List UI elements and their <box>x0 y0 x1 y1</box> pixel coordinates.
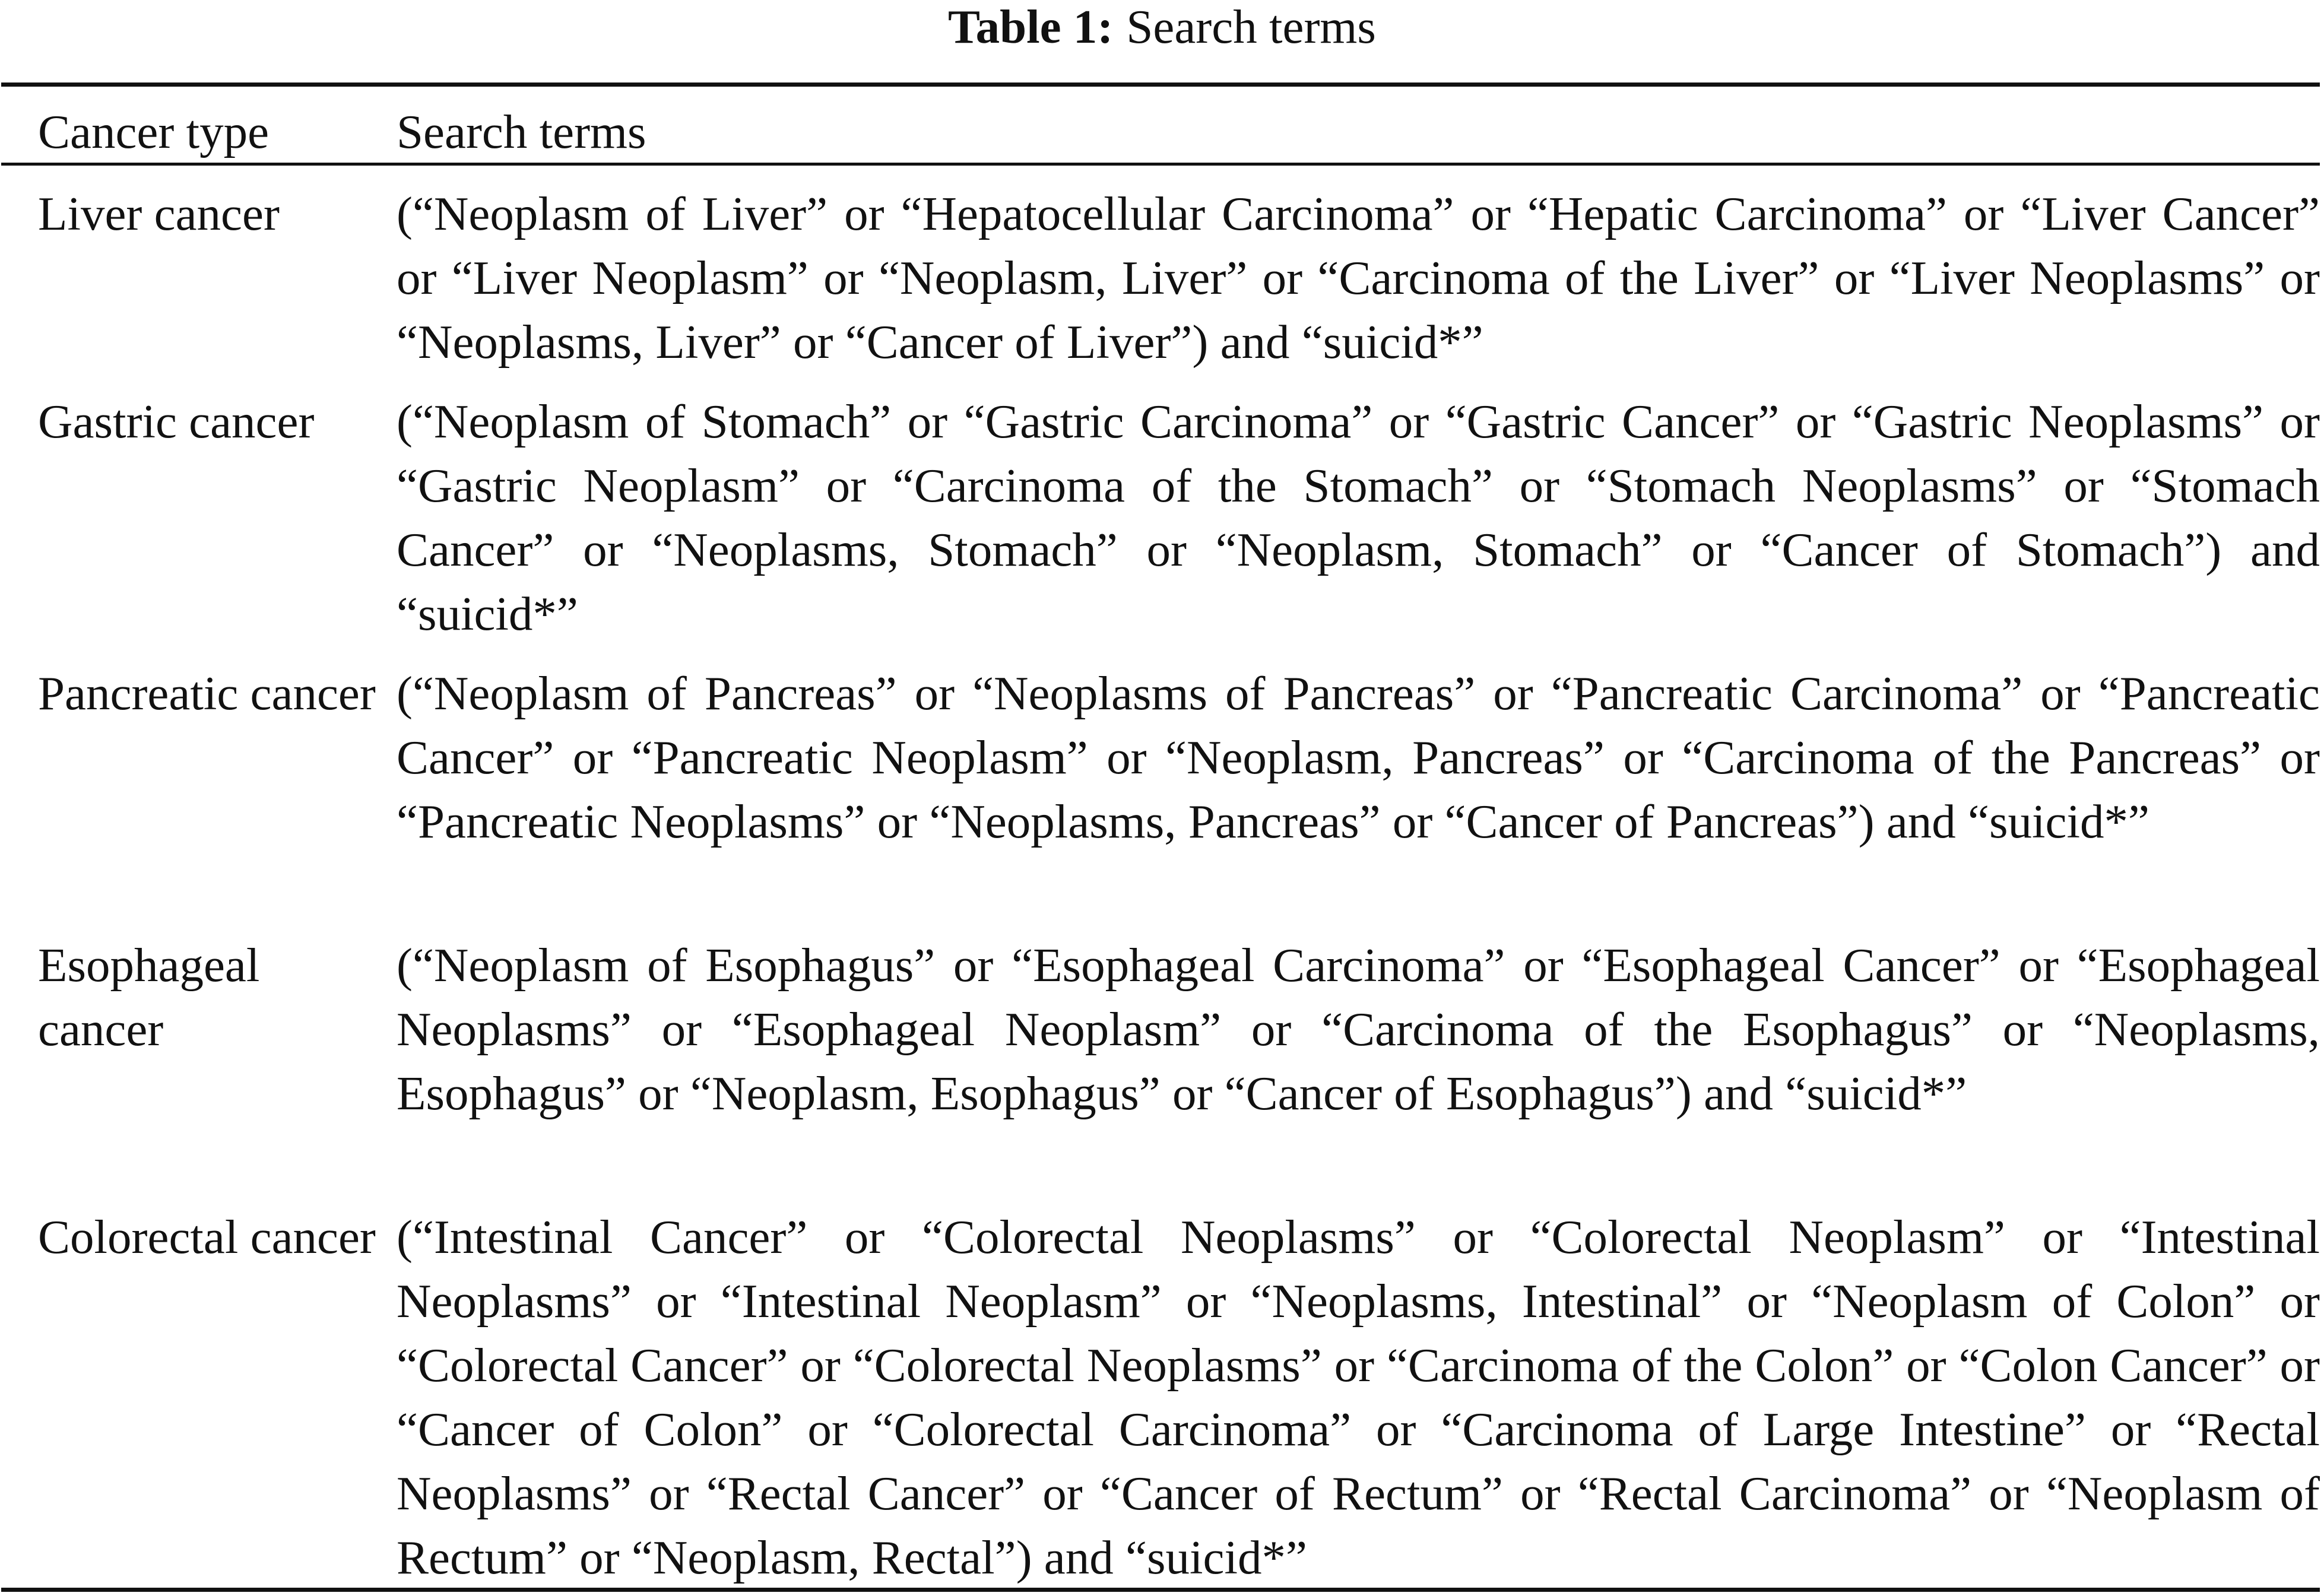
table-header-row <box>0 102 2324 161</box>
search-terms-cell: (“Neoplasm of Esophagus” or “Esophageal Carcinoma” or “Esophageal Cancer” or “Esophageal Neoplasms” or “Esophageal Neoplasm” or “Carcinoma of the Esophagus” or “Neoplasms, Esophagus” or “Neoplasm, Esophagus” or “Cancer of Esophagus”) and “suicid*” <box>397 938 2320 1120</box>
cancer-type-cell: Liver cancer <box>38 187 280 240</box>
header-search-terms: Search terms <box>397 105 646 158</box>
table-caption-label: Table 1: <box>948 0 1114 53</box>
cancer-type-cell: Pancreatic cancer <box>38 667 376 720</box>
search-terms-cell: (“Neoplasm of Stomach” or “Gastric Carcinoma” or “Gastric Cancer” or “Gastric Neoplasms” or “Gastric Neoplasm” or “Carcinoma of the Stomach” or “Stomach Neoplasms” or “Stomach Cancer” or “Neoplasms, Stomach” or “Neoplasm, Stomach” or “Cancer of Stomach”) and “suicid*” <box>397 395 2320 640</box>
table-caption-text: Search terms <box>1126 0 1376 53</box>
top-rule <box>1 83 2320 87</box>
cancer-type-cell: Colorectal cancer <box>38 1210 376 1264</box>
cancer-type-cell: Gastric cancer <box>38 395 315 448</box>
search-terms-cell: (“Intestinal Cancer” or “Colorectal Neoplasms” or “Colorectal Neoplasm” or “Intestinal Neoplasms” or “Intestinal Neoplasm” or “Neoplasms, Intestinal” or “Neoplasm of Colon” or “Colorectal Cancer” or “Colorectal Neoplasms” or “Carcinoma of the Colon” or “Colon Cancer” or “Cancer of Colon” or “Colorectal Carcinoma” or “Carcinoma of Large Intestine” or “Rectal Neoplasms” or “Rectal Cancer” or “Cancer of Rectum” or “Rectal Carcinoma” or “Neoplasm of Rectum” or “Neoplasm, Rectal”) and “suicid*” <box>397 1210 2320 1584</box>
cancer-type-cell: Esophageal cancer <box>38 938 260 1056</box>
search-terms-cell: (“Neoplasm of Pancreas” or “Neoplasms of Pancreas” or “Pancreatic Carcinoma” or “Pancreatic Cancer” or “Pancreatic Neoplasm” or “Neoplasm, Pancreas” or “Carcinoma of the Pancreas” or “Pancreatic Neoplasms” or “Neoplasms, Pancreas” or “Cancer of Pancreas”) and “suicid*” <box>397 667 2320 848</box>
search-terms-cell: (“Neoplasm of Liver” or “Hepatocellular Carcinoma” or “Hepatic Carcinoma” or “Liver Cancer” or “Liver Neoplasm” or “Neoplasm, Liver” or “Carcinoma of the Liver” or “Liver Neoplasms” or “Neoplasms, Liver” or “Cancer of Liver”) and “suicid*” <box>397 187 2320 369</box>
header-cancer-type: Cancer type <box>38 105 270 158</box>
header-rule <box>1 163 2320 166</box>
bottom-rule <box>1 1588 2320 1592</box>
table-caption <box>0 2 2324 51</box>
